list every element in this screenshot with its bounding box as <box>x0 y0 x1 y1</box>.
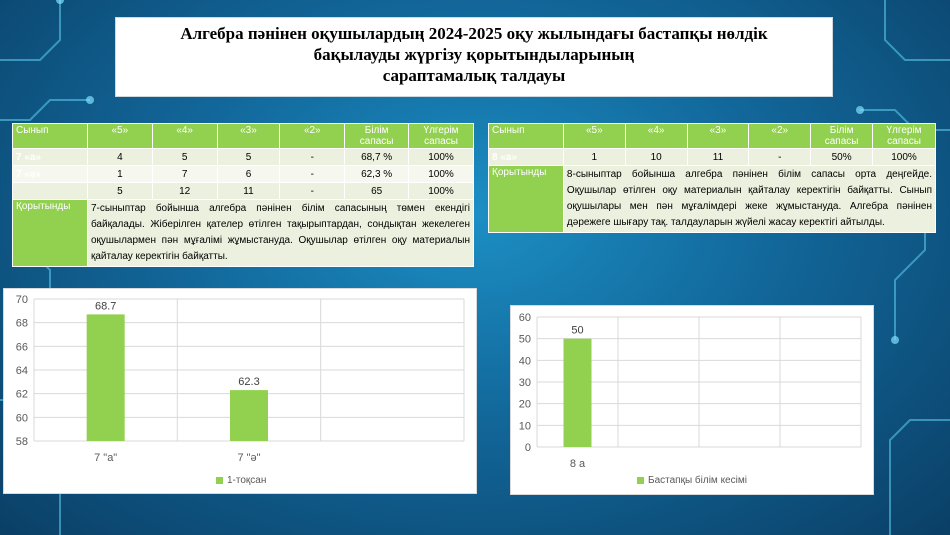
header-grade3: «3» <box>687 124 749 149</box>
y-tick-label: 0 <box>524 442 531 454</box>
header-achievement: Үлгерім сапасы <box>873 124 936 149</box>
chart-legend <box>637 475 747 486</box>
x-tick-label: 7 "а" <box>94 452 118 464</box>
cell: 100% <box>409 149 474 166</box>
cell: 11 <box>687 149 749 166</box>
results-table-grade8 <box>488 123 936 233</box>
table-header <box>13 124 474 149</box>
title-line-1: Алгебра пәнінен оқушылардың 2024-2025 оқу жылындағы бастапқы нөлдік <box>180 24 768 43</box>
cell-class: 8 «а» <box>489 149 564 166</box>
cell: - <box>280 149 345 166</box>
header-grade4: «4» <box>625 124 687 149</box>
conclusion-text: 7-сыныптар бойынша алгебра пәнінен білім сапасының төмен екендігі байқалады. Жіберілген қателер өтілген тақырыптардан, сондықтан жекелеген оқушылармен пән мұғалімі жұмыстануда. Оқушылар өтілген оқу материалын қайталау керектігін байқатты. <box>87 200 473 267</box>
cell: - <box>280 183 345 200</box>
results-table-grade7 <box>12 123 474 267</box>
cell-class: 7 «ә» <box>13 166 88 183</box>
title-line-2: бақылауды жүргізу қорытындыларының <box>313 45 635 64</box>
data-label: 50 <box>571 324 584 337</box>
header-class: Сынып <box>489 124 564 149</box>
data-label: 68.7 <box>94 300 117 313</box>
header-grade5: «5» <box>563 124 625 149</box>
cell: 4 <box>87 149 152 166</box>
conclusion-label: Қорытынды <box>13 200 88 267</box>
header-grade2: «2» <box>749 124 811 149</box>
cell: 100% <box>409 183 474 200</box>
legend-label: Бастапқы білім кесімі <box>648 475 747 486</box>
header-quality: Білім сапасы <box>345 124 409 149</box>
chart-grade8 <box>510 305 874 495</box>
conclusion-row <box>489 166 936 233</box>
header-grade3: «3» <box>217 124 280 149</box>
cell-class: 7 «а» <box>13 149 88 166</box>
title-line-3: сараптамалық талдауы <box>382 66 566 85</box>
cell: 1 <box>563 149 625 166</box>
y-tick-label: 10 <box>518 420 531 433</box>
conclusion-label: Қорытынды <box>489 166 564 233</box>
header-class: Сынып <box>13 124 88 149</box>
cell: 100% <box>873 149 936 166</box>
cell: 1 <box>87 166 152 183</box>
table-row <box>13 149 474 166</box>
cell: 5 <box>152 149 217 166</box>
y-tick-label: 60 <box>15 412 28 425</box>
data-label: 62.3 <box>238 376 260 389</box>
cell: - <box>280 166 345 183</box>
cell-class <box>13 183 88 200</box>
y-tick-label: 64 <box>15 365 28 377</box>
y-tick-label: 50 <box>518 333 531 346</box>
cell: 6 <box>217 166 280 183</box>
legend-swatch <box>216 477 223 484</box>
y-tick-label: 62 <box>15 388 28 401</box>
cell: 12 <box>152 183 217 200</box>
chart-grade7-plot <box>4 289 476 493</box>
conclusion-row <box>13 200 474 267</box>
table-header <box>489 124 936 149</box>
header-grade5: «5» <box>87 124 152 149</box>
legend-label: 1-тоқсан <box>227 475 267 486</box>
cell: 5 <box>217 149 280 166</box>
cell: 7 <box>152 166 217 183</box>
conclusion-text: 8-сыныптар бойынша алгебра пәнінен білім сапасы орта деңгейде. Оқушылар өтілген оқу материалын қайталау керектігін байқатты. Сынып оқушылары мен пән мұғалімдері жеке жұмыстануда. Алгебра пәнінен дәрежеге шығару тақ. талдауларын жүйелі жасау керектігі айтылды. <box>563 166 935 233</box>
y-tick-label: 58 <box>15 436 28 448</box>
table-row <box>489 149 936 166</box>
y-tick-label: 66 <box>15 341 28 354</box>
y-tick-label: 60 <box>518 312 531 324</box>
chart-grade7 <box>3 288 477 494</box>
cell: 10 <box>625 149 687 166</box>
cell: 11 <box>217 183 280 200</box>
cell: 100% <box>409 166 474 183</box>
y-tick-label: 20 <box>518 398 531 411</box>
cell: 65 <box>345 183 409 200</box>
bar <box>87 314 125 441</box>
cell: 68,7 % <box>345 149 409 166</box>
header-achievement: Үлгерім сапасы <box>409 124 474 149</box>
y-tick-label: 30 <box>518 377 531 389</box>
chart-legend <box>216 475 266 486</box>
chart-grade8-plot <box>511 306 873 494</box>
legend-swatch <box>637 477 644 484</box>
slide-title <box>115 17 833 97</box>
cell: - <box>749 149 811 166</box>
cell: 62,3 % <box>345 166 409 183</box>
y-tick-label: 68 <box>15 317 28 330</box>
y-tick-label: 40 <box>518 355 531 368</box>
x-tick-label: 8 а <box>569 458 586 470</box>
table-row-total <box>13 183 474 200</box>
cell: 5 <box>87 183 152 200</box>
header-quality: Білім сапасы <box>811 124 873 149</box>
x-tick-label: 7 "ә" <box>237 452 261 464</box>
y-tick-label: 70 <box>15 294 28 306</box>
header-grade4: «4» <box>152 124 217 149</box>
table-row <box>13 166 474 183</box>
header-grade2: «2» <box>280 124 345 149</box>
bar <box>230 390 268 441</box>
cell: 50% <box>811 149 873 166</box>
bar <box>564 339 592 447</box>
